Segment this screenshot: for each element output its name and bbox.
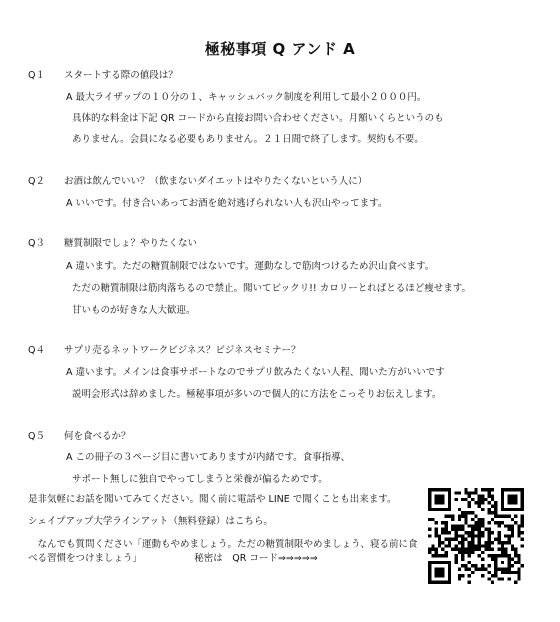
footer-line-3: なんでも質問ください「運動もやめましょう。ただの糖質制限やめましょう、寝る前に食 [28, 539, 418, 550]
question-5: Q５ 何を食べるか？ [28, 431, 131, 442]
answer-5-line-2: サポート無しに独自でやってしまうと栄養が偏るためです。 [72, 474, 328, 485]
answer-3-line-2: ただの糖質制限は筋肉落ちるので禁止。聞いてビックリ!! カロリーとればとるほど痩せます。 [72, 283, 471, 294]
answer-3-line-3: 甘いものが好きな人大歓迎。 [72, 305, 196, 316]
question-4: Q４ サプリ売るネットワークビジネス？ビジネスセミナー？ [28, 345, 301, 356]
footer-line-1: 是非気軽にお話を聞いてみてください。聞く前に電話や LINE で聞くことも出来ます。 [28, 494, 397, 505]
question-3: Q３ 糖質制限でしょ？やりたくない [28, 238, 197, 249]
question-1: Q１ スタートする際の値段は？ [28, 70, 178, 81]
answer-4-line-1: A 違います。メインは食事サポートなのでサプリ飲みたくない人程、聞いた方がいいです [66, 367, 445, 378]
answer-3-line-1: A 違います。ただの糖質制限ではないです。運動なしで筋肉つけるため沢山食べます。 [66, 261, 435, 272]
question-2: Q２ お酒は飲んでいい？（飲まないダイエットはやりたくないという人に） [28, 176, 368, 187]
page-title: 極秘事項 Q アンド A [204, 40, 356, 58]
answer-5-line-1: A この冊子の３ページ目に書いてありますが内緒です。食事指導、 [66, 452, 351, 463]
answer-1-line-2: 具体的な料金は下記 QR コードから直接お問い合わせください。月額いくらというのも [72, 113, 444, 124]
answer-1-line-3: ありません。会員になる必要もありません。２１日間で終了します。契約も不要。 [72, 134, 424, 145]
answer-1-line-1: A 最大ライザップの１０分の１、キャッシュバック制度を利用して最小２０００円。 [66, 92, 427, 103]
qr-code-icon[interactable] [428, 488, 524, 584]
footer-line-2: シェイプアップ大学ラインアット（無料登録）はこちら。 [28, 516, 273, 527]
footer-line-4: べる習慣をつけましょう」 秘密は QR コード⇒⇒⇒⇒⇒ [28, 553, 318, 564]
answer-4-line-2: 説明会形式は辞めました。極秘事項が多いので個人的に方法をこっそりお伝えします。 [72, 389, 442, 400]
answer-2-line-1: A いいです。付き合いあってお酒を絶対逃げられない人も沢山やってます。 [66, 198, 388, 209]
